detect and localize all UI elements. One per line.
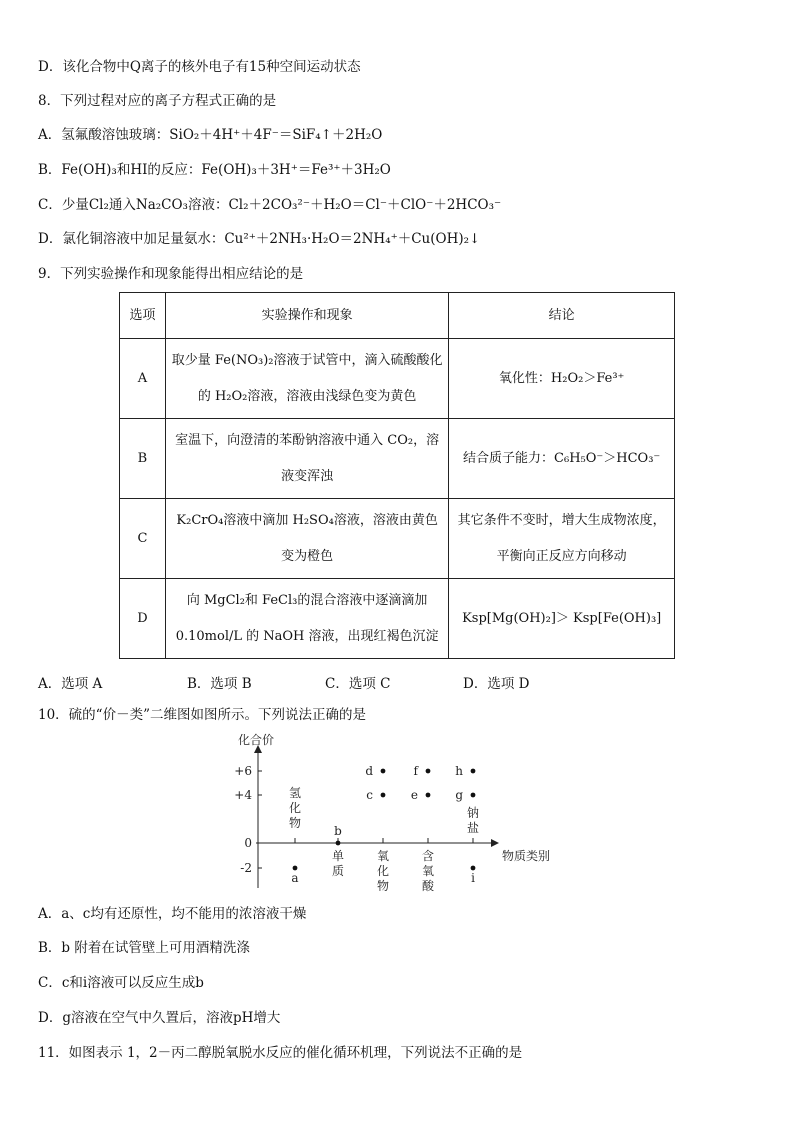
table-row: [120, 339, 675, 419]
category-label-char: 酸: [421, 879, 435, 893]
row-conclusion: [449, 339, 675, 419]
point-i: [471, 866, 476, 871]
point-label-e: e: [410, 788, 418, 802]
table-row: [120, 419, 675, 499]
point-e: [426, 793, 431, 798]
point-label-a: a: [291, 871, 299, 885]
header-operation: 实验操作和现象: [165, 293, 448, 339]
q11-stem: 11．如图表示 1，2－丙二醇脱氧脱水反应的催化循环机理，下列说法不正确的是: [38, 1045, 523, 1061]
category-label-char: 氧: [421, 864, 435, 878]
category-label-char: 含: [421, 849, 435, 863]
category-label-char: 钠: [466, 806, 480, 820]
q10-option-c: C．c和i溶液可以反应生成b: [38, 975, 204, 991]
q9-option-a: A．选项 A: [38, 676, 103, 692]
point-c: [381, 793, 386, 798]
point-f: [426, 769, 431, 774]
table-header-row: [120, 293, 675, 339]
y-tick-label: +4: [234, 788, 252, 802]
q7-option-d: D．该化合物中Q离子的核外电子有15种空间运动状态: [38, 59, 361, 75]
y-axis-title: 化合价: [238, 733, 275, 747]
conclusion-line-2: 平衡向正反应方向移动: [496, 548, 627, 564]
q8-option-c: C．少量Cl₂通入Na₂CO₃溶液：Cl₂＋2CO₃²⁻＋H₂O＝Cl⁻＋ClO⁻＋2HCO₃⁻: [38, 197, 502, 213]
point-label-f: f: [413, 764, 418, 778]
y-tick-label: -2: [240, 861, 252, 875]
operation-line-2: 0.10mol/L 的 NaOH 溶液，出现红褐色沉淀: [175, 628, 439, 644]
row-option: D: [120, 579, 166, 659]
row-option: C: [120, 499, 166, 579]
y-tick-label: 0: [244, 836, 252, 850]
operation-line-2: 变为橙色: [281, 548, 334, 564]
category-label-char: 氢: [288, 786, 302, 800]
conclusion-line-1: Ksp[Mg(OH)₂]＞ Ksp[Fe(OH)₃]: [462, 610, 662, 626]
row-conclusion: [449, 579, 675, 659]
q8-option-d: D．氯化铜溶液中加足量氨水：Cu²⁺＋2NH₃·H₂O＝2NH₄⁺＋Cu(OH)₂↓: [38, 231, 481, 247]
header-conclusion: 结论: [449, 293, 675, 339]
point-a: [293, 866, 298, 871]
q8-option-a: A．氢氟酸溶蚀玻璃：SiO₂＋4H⁺＋4F⁻＝SiF₄↑＋2H₂O: [38, 127, 383, 143]
row-operation: [165, 419, 448, 499]
point-label-h: h: [455, 764, 463, 778]
q8-stem: 8．下列过程对应的离子方程式正确的是: [38, 93, 277, 109]
point-g: [471, 793, 476, 798]
point-label-d: d: [365, 764, 373, 778]
row-operation: [165, 579, 448, 659]
operation-line-1: 取少量 Fe(NO₃)₂溶液于试管中，滴入硫酸酸化: [171, 352, 443, 368]
operation-line-1: K₂CrO₄溶液中滴加 H₂SO₄溶液，溶液由黄色: [176, 512, 438, 528]
conclusion-line-1: 氧化性：H₂O₂＞Fe³⁺: [498, 370, 625, 386]
operation-line-1: 室温下，向澄清的苯酚钠溶液中通入 CO₂，溶: [175, 432, 440, 448]
q9-option-b: B．选项 B: [187, 676, 252, 692]
q10-option-a: A．a、c均有还原性，均不能用的浓溶液干燥: [38, 906, 307, 922]
row-operation: [165, 339, 448, 419]
q10-stem: 10．硫的“价－类”二维图如图所示。下列说法正确的是: [38, 707, 366, 723]
q8-option-b: B．Fe(OH)₃和HI的反应：Fe(OH)₃＋3H⁺＝Fe³⁺＋3H₂O: [38, 162, 391, 178]
q9-option-d: D．选项 D: [463, 676, 530, 692]
category-label-char: 氧: [376, 849, 390, 863]
row-conclusion: [449, 499, 675, 579]
operation-line-2: 的 H₂O₂溶液，溶液由浅绿色变为黄色: [197, 388, 417, 404]
point-h: [471, 769, 476, 774]
row-option: A: [120, 339, 166, 419]
conclusion-line-1: 结合质子能力：C₆H₅O⁻＞HCO₃⁻: [463, 450, 661, 466]
y-tick-label: +6: [234, 764, 252, 778]
row-option: B: [120, 419, 166, 499]
row-operation: [165, 499, 448, 579]
header-option: 选项: [120, 293, 166, 339]
q9-experiment-table: [119, 292, 675, 659]
category-label-char: 化: [376, 864, 390, 878]
point-b: [336, 841, 341, 846]
operation-line-1: 向 MgCl₂和 FeCl₃的混合溶液中逐滴滴加: [186, 592, 428, 608]
point-label-b: b: [334, 824, 342, 838]
conclusion-line-1: 其它条件不变时，增大生成物浓度，: [457, 512, 666, 528]
operation-line-2: 液变浑浊: [281, 468, 334, 484]
point-d: [381, 769, 386, 774]
x-axis-title: 物质类别: [502, 849, 551, 863]
row-conclusion: [449, 419, 675, 499]
q10-option-b: B．b 附着在试管壁上可用酒精洗涤: [38, 940, 250, 956]
category-label-char: 单: [331, 849, 345, 863]
q9-stem: 9．下列实验操作和现象能得出相应结论的是: [38, 266, 304, 282]
point-label-i: i: [471, 871, 475, 885]
sulfur-valence-class-diagram: [220, 730, 560, 895]
category-label-char: 物: [376, 879, 390, 893]
category-label-char: 物: [288, 816, 302, 830]
category-label-char: 化: [288, 801, 302, 815]
q9-options: [38, 672, 738, 690]
q9-option-c: C．选项 C: [325, 676, 391, 692]
category-label-char: 质: [331, 864, 345, 878]
table-row: [120, 499, 675, 579]
q10-option-d: D．g溶液在空气中久置后，溶液pH增大: [38, 1010, 281, 1026]
table-row: [120, 579, 675, 659]
point-label-c: c: [366, 788, 373, 802]
category-label-char: 盐: [466, 821, 480, 835]
point-label-g: g: [455, 788, 463, 802]
